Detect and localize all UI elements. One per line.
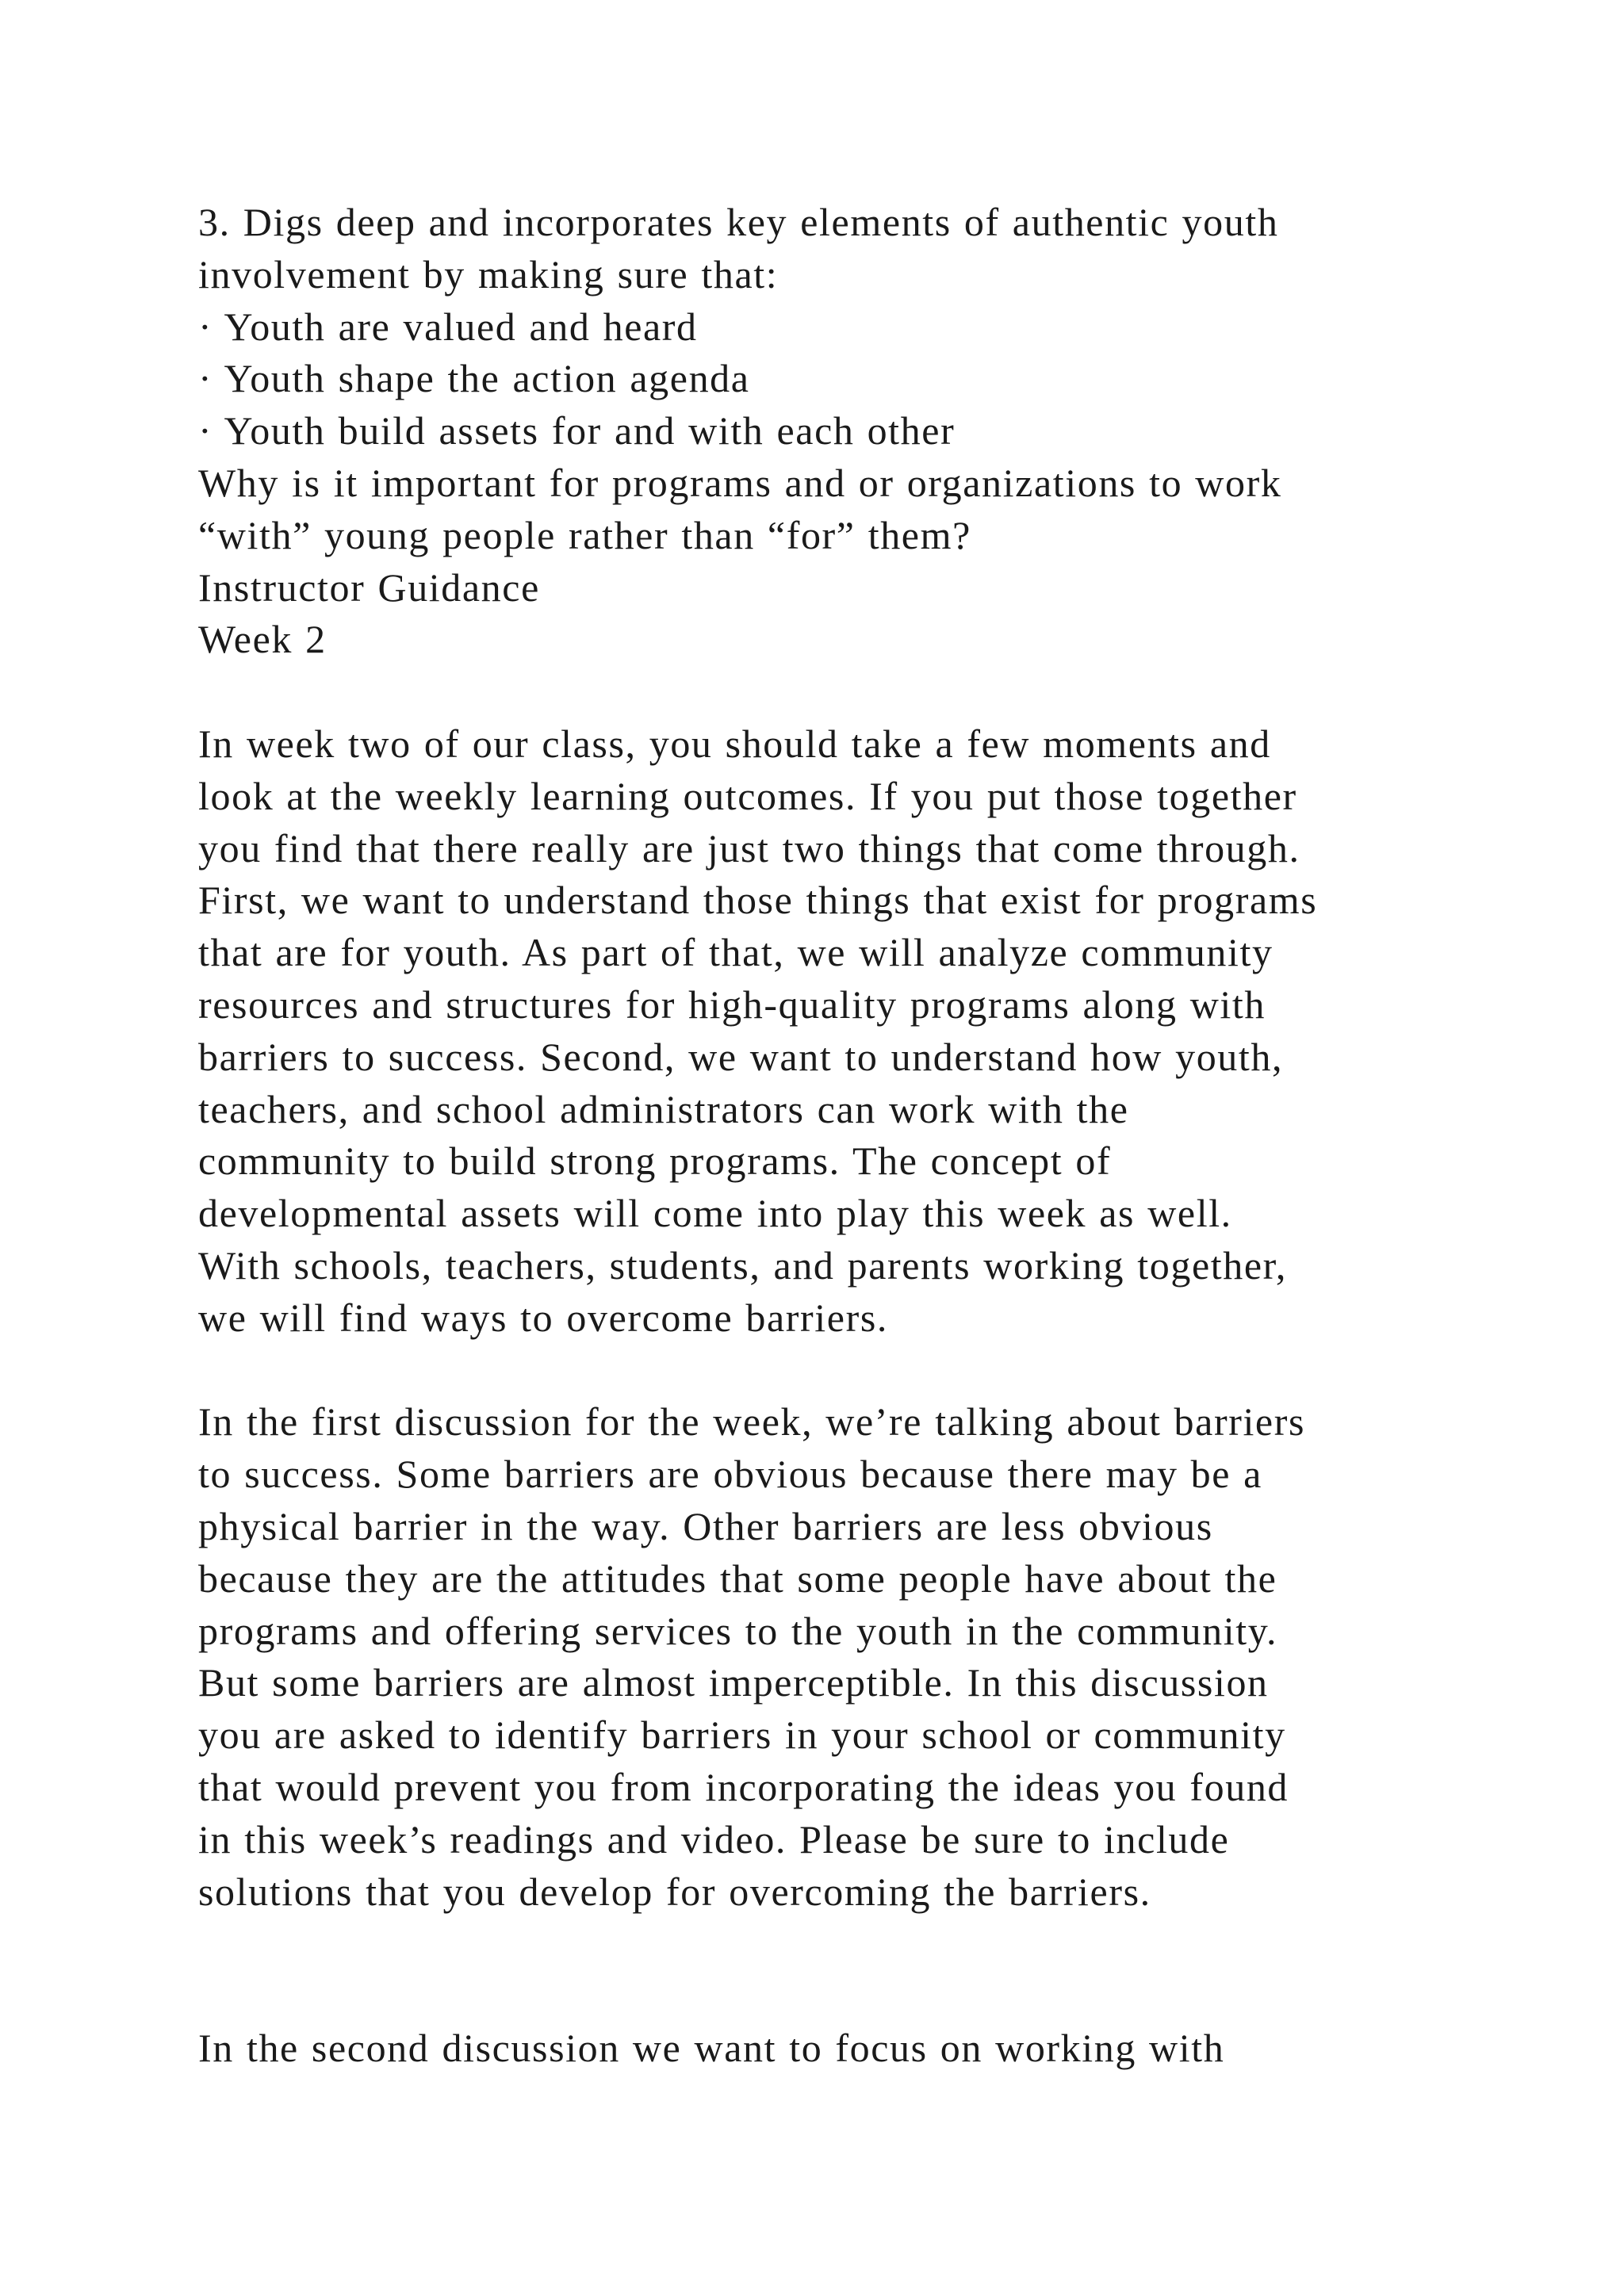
paragraph-spacer xyxy=(198,666,1483,718)
paragraph-line: you are asked to identify barriers in your school or community xyxy=(198,1712,1286,1758)
bullet-item: · Youth build assets for and with each other xyxy=(198,408,956,453)
paragraph-line: resources and structures for high-quality programs along with xyxy=(198,982,1266,1027)
paragraph-line: In the second discussion we want to focus on working with xyxy=(198,2025,1225,2070)
bullet-item: · Youth shape the action agenda xyxy=(198,356,750,401)
paragraph-2 xyxy=(198,1396,1483,1918)
paragraph-line: barriers to success. Second, we want to understand how youth, xyxy=(198,1034,1284,1079)
paragraph-line: solutions that you develop for overcoming the barriers. xyxy=(198,1869,1151,1914)
paragraph-line: to success. Some barriers are obvious because there may be a xyxy=(198,1452,1262,1497)
paragraph-line: because they are the attitudes that some people have about the xyxy=(198,1556,1277,1601)
paragraph-line: we will find ways to overcome barriers. xyxy=(198,1295,888,1340)
paragraph-line: in this week’s readings and video. Please be sure to include xyxy=(198,1816,1230,1862)
paragraph-line: With schools, teachers, students, and parents working together, xyxy=(198,1242,1287,1288)
section-subtitle: Week 2 xyxy=(198,617,327,662)
paragraph-line: physical barrier in the way. Other barriers are less obvious xyxy=(198,1503,1213,1548)
paragraph-line: that would prevent you from incorporating the ideas you found xyxy=(198,1764,1289,1809)
paragraph-1 xyxy=(198,718,1483,1345)
paragraph-line: community to build strong programs. The concept of xyxy=(198,1138,1112,1184)
paragraph-line: In week two of our class, you should take a few moments and xyxy=(198,721,1271,766)
paragraph-line: developmental assets will come into play this week as well. xyxy=(198,1191,1232,1236)
document-body xyxy=(198,197,1483,2075)
question-line-1: Why is it important for programs and or organizations to work xyxy=(198,460,1282,505)
paragraph-spacer xyxy=(198,1918,1483,2022)
paragraph-line: teachers, and school administrators can work with the xyxy=(198,1086,1129,1131)
paragraph-line: First, we want to understand those things that exist for programs xyxy=(198,878,1318,923)
bullet-item: · Youth are valued and heard xyxy=(198,304,698,349)
section-title: Instructor Guidance xyxy=(198,564,540,610)
paragraph-line: In the first discussion for the week, we’re talking about barriers xyxy=(198,1399,1306,1445)
paragraph-line: you find that there really are just two things that come through. xyxy=(198,825,1300,871)
paragraph-line: that are for youth. As part of that, we will analyze community xyxy=(198,930,1274,975)
question-line-2: “with” young people rather than “for” them? xyxy=(198,512,971,557)
paragraph-3 xyxy=(198,2022,1483,2075)
paragraph-spacer xyxy=(198,1345,1483,1397)
paragraph-line: look at the weekly learning outcomes. If you put those together xyxy=(198,773,1297,818)
item-heading-line-1: 3. Digs deep and incorporates key elements of authentic youth xyxy=(198,200,1279,244)
paragraph-line: programs and offering services to the youth in the community. xyxy=(198,1608,1278,1653)
paragraph-line: But some barriers are almost imperceptible. In this discussion xyxy=(198,1660,1269,1705)
item-heading-line-2: involvement by making sure that: xyxy=(198,251,779,297)
